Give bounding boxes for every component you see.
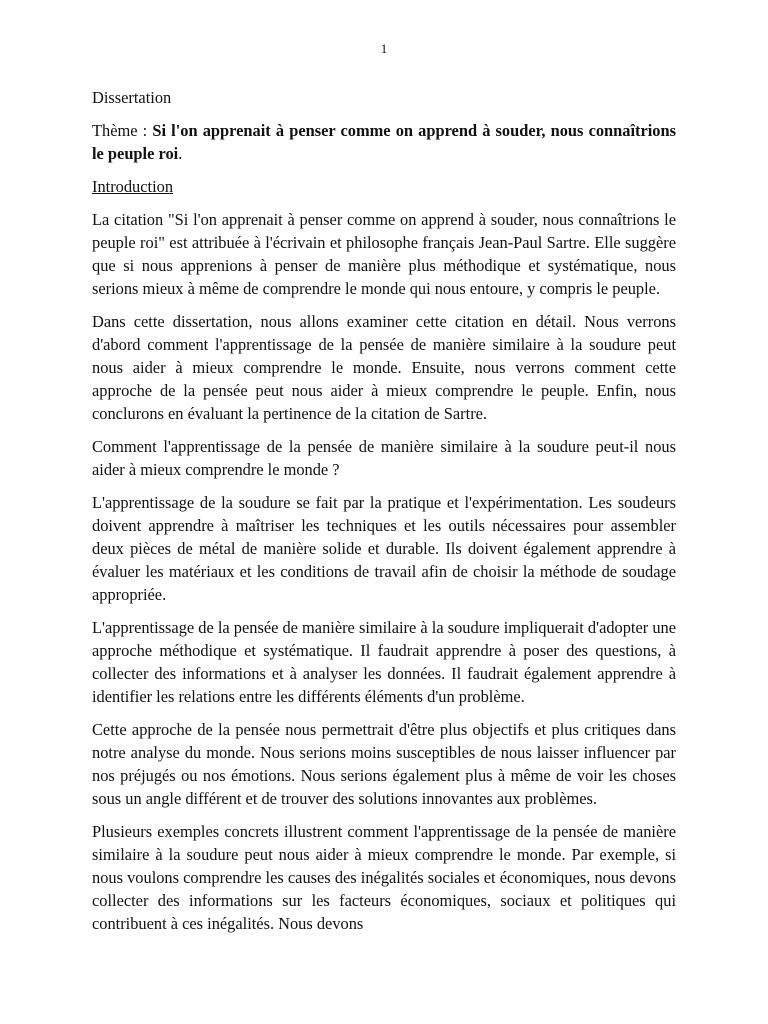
paragraph: Cette approche de la pensée nous permettrait d'être plus objectifs et plus critiques dans notre analyse du monde. Nous serions moins susceptibles de nous laisser influencer par nos préjugés ou nos émotions. Nous serions également plus à même de voir les choses sous un angle différent et de trouver des solutions innovantes aux problèmes. [92,720,676,808]
theme-line [92,119,676,165]
introduction-heading: Introduction [92,177,174,196]
document-title: Dissertation [92,88,172,107]
paragraph: Comment l'apprentissage de la pensée de manière similaire à la soudure peut-il nous aider à mieux comprendre le monde ? [92,437,676,479]
theme-suffix: . [178,144,183,163]
paragraph: Dans cette dissertation, nous allons examiner cette citation en détail. Nous verrons d'abord comment l'apprentissage de la pensée de manière similaire à la soudure peut nous aider à mieux comprendre le monde. Ensuite, nous verrons comment cette approche de la pensée peut nous aider à mieux comprendre le peuple. Enfin, nous conclurons en évaluant la pertinence de la citation de Sartre. [92,312,676,423]
paragraph: L'apprentissage de la pensée de manière similaire à la soudure impliquerait d'adopter une approche méthodique et systématique. Il faudrait apprendre à poser des questions, à collecter des informations et à analyser les données. Il faudrait également apprendre à identifier les relations entre les différents éléments d'un problème. [92,618,676,706]
paragraph: L'apprentissage de la soudure se fait par la pratique et l'expérimentation. Les soudeurs doivent apprendre à maîtriser les techniques et les outils nécessaires pour assembler deux pièces de métal de manière solide et durable. Ils doivent également apprendre à évaluer les matériaux et les conditions de travail afin de choisir la méthode de soudage appropriée. [92,493,676,604]
theme-prefix: Thème : [92,121,153,140]
theme-text: Si l'on apprenait à penser comme on apprend à souder, nous connaîtrions le peuple roi [92,121,676,163]
page-number: 1 [380,41,388,56]
document-body [92,86,676,945]
paragraph: Plusieurs exemples concrets illustrent comment l'apprentissage de la pensée de manière similaire à la soudure peut nous aider à mieux comprendre le monde. Par exemple, si nous voulons comprendre les causes des inégalités sociales et économiques, nous devons collecter des informations sur les facteurs économiques, sociaux et politiques qui contribuent à ces inégalités. Nous devons [92,822,676,933]
paragraph: La citation "Si l'on apprenait à penser comme on apprend à souder, nous connaîtrions le peuple roi" est attribuée à l'écrivain et philosophe français Jean-Paul Sartre. Elle suggère que si nous apprenions à penser de manière plus méthodique et systématique, nous serions mieux à même de comprendre le monde qui nous entoure, y compris le peuple. [92,210,676,298]
